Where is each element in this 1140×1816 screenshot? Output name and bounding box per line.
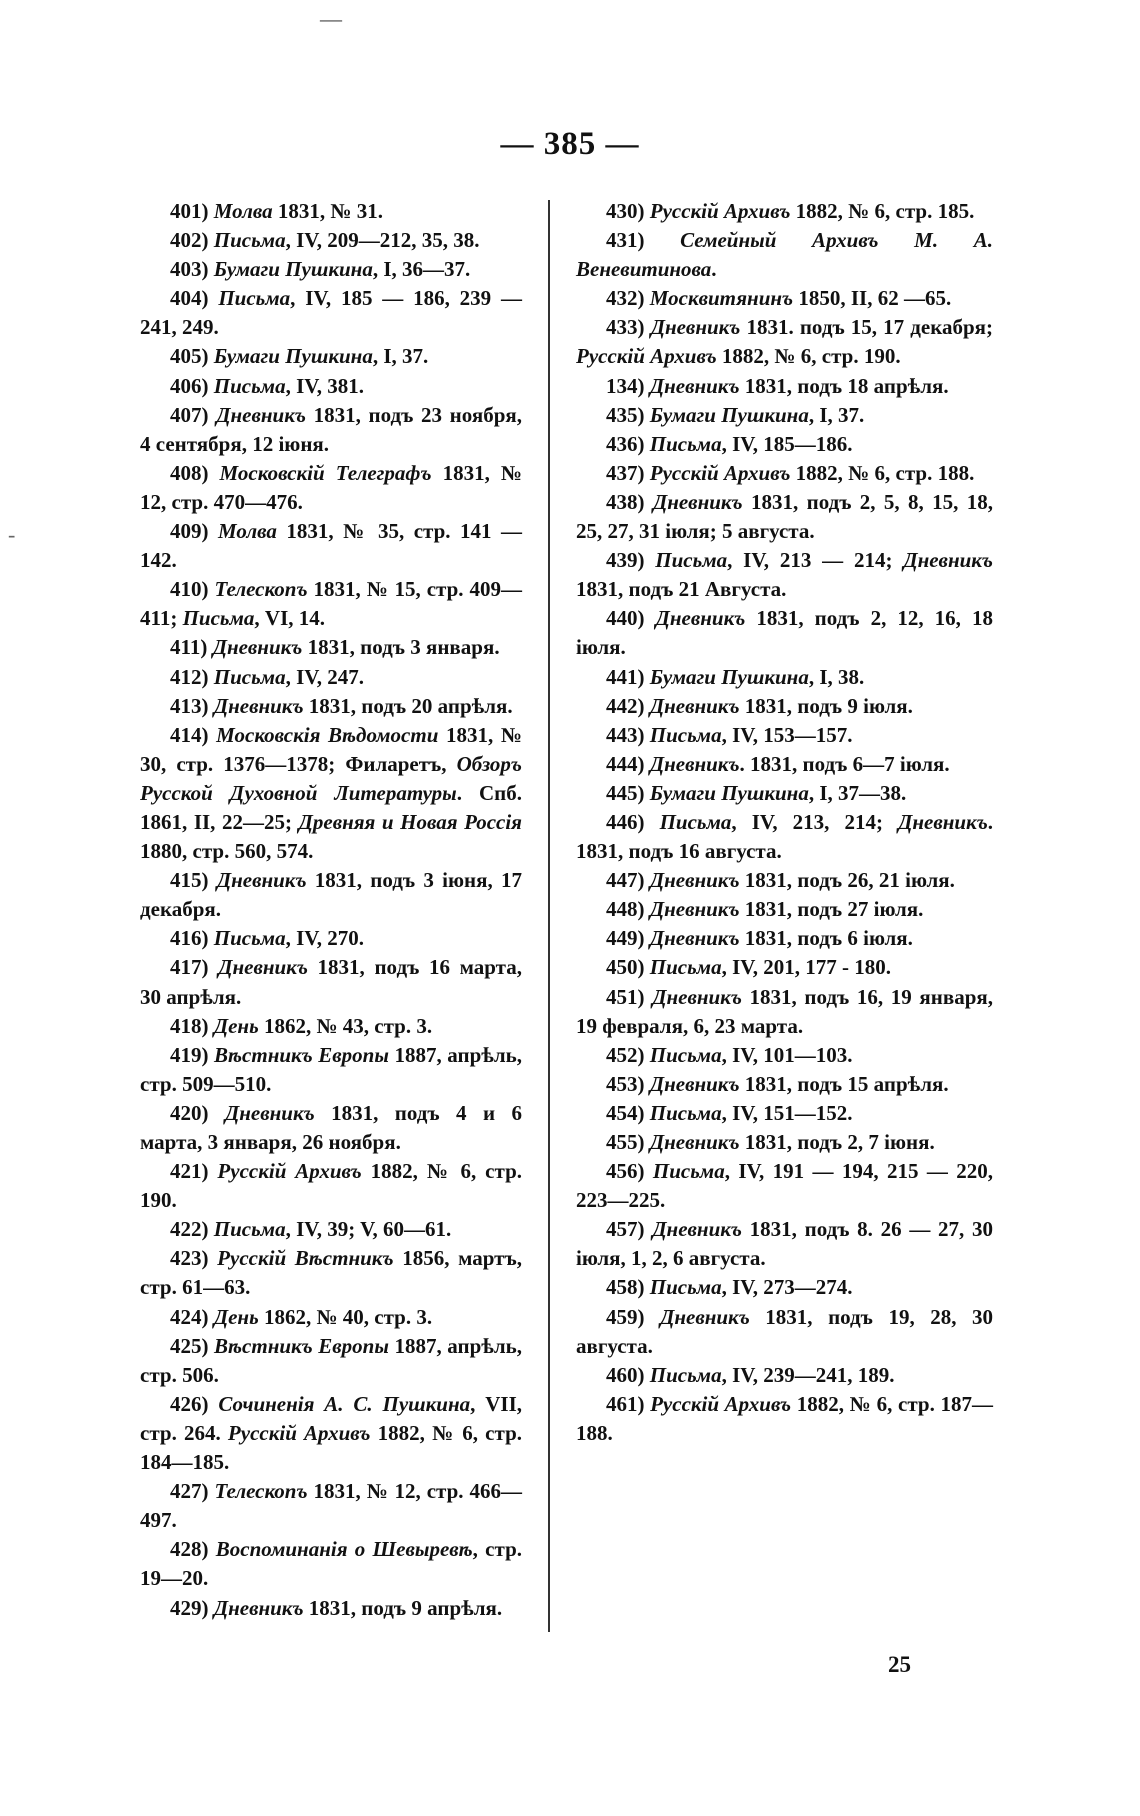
- footnote-text: 1831, № 35, стр. 141 —142.: [140, 519, 522, 573]
- footnote-entry: [576, 1273, 993, 1302]
- footnote-source-title: Письма: [652, 1159, 725, 1184]
- footnote-text: 420): [170, 1100, 225, 1125]
- footnote-source-title: Письма: [649, 431, 722, 456]
- footnote-text: 426): [170, 1391, 219, 1416]
- footnote-text: 445): [606, 780, 650, 805]
- footnote-entry: [140, 1332, 522, 1390]
- footnote-entry: [140, 1535, 522, 1593]
- footnote-source-title: Письма: [649, 955, 722, 980]
- footnote-source-title: Русскій Архивъ: [649, 199, 791, 223]
- footnote-entry: [576, 284, 993, 313]
- footnote-entry: [576, 430, 993, 459]
- footnote-entry: [576, 1128, 993, 1157]
- footnote-source-title: Московскія Вѣдомости: [216, 722, 439, 747]
- footnote-source-title: Дневникъ: [655, 606, 746, 631]
- footnote-text: 423): [170, 1246, 218, 1271]
- footnote-text: 1850, II, 62 —65.: [793, 286, 952, 311]
- footnote-entry: [140, 1303, 522, 1332]
- footnote-source-title: Московскій Телеграфъ: [219, 460, 432, 485]
- footnote-text: 1887, апрѣль, стр. 506.: [140, 1333, 522, 1387]
- footnote-text: 1831. подъ 15, 17 декабря;: [740, 315, 994, 340]
- footnote-text: 1831, подъ 20 апрѣля.: [303, 693, 513, 718]
- footnote-text: , IV, 151—152.: [721, 1100, 853, 1125]
- footnote-text: 443): [606, 722, 650, 747]
- footnote-text: 1831, подъ 9 апрѣля.: [303, 1595, 503, 1620]
- footnote-text: 424): [170, 1304, 214, 1329]
- footnote-text: 422): [170, 1217, 214, 1242]
- footnote-text: 439): [606, 548, 656, 573]
- footnote-text: 455): [606, 1130, 650, 1154]
- stray-dash-top: —: [320, 6, 342, 31]
- footnote-text: 431): [606, 228, 681, 253]
- footnote-text: 1831, подъ 9 іюля.: [739, 693, 913, 718]
- footnote-source-title: Бумаги Пушкина: [213, 344, 373, 369]
- footnote-entry: [576, 953, 993, 982]
- footnote-text: 419): [170, 1042, 215, 1067]
- footnote-source-title: Дневникъ: [218, 955, 308, 980]
- footnote-text: 1856, мартъ, стр. 61—63.: [140, 1246, 522, 1300]
- footnote-entry: [140, 255, 522, 284]
- footnote-text: 453): [606, 1071, 650, 1096]
- footnote-source-title: Обзоръ Русской Духовной Литературы: [140, 751, 522, 805]
- footnote-source-title: Дневникъ: [649, 868, 740, 893]
- footnote-source-title: Дневникъ: [649, 751, 740, 776]
- footnote-text: 1831, подъ 6 іюля.: [739, 926, 913, 951]
- footnote-text: 403): [170, 257, 214, 282]
- stray-dash-left: -: [8, 522, 16, 547]
- footnote-entry: [140, 1594, 522, 1623]
- footnote-text: 413): [170, 693, 214, 718]
- footnote-source-title: Бумаги Пушкина: [649, 402, 809, 427]
- footnote-text: 407): [170, 402, 217, 427]
- footnote-source-title: Письма: [213, 926, 286, 951]
- footnote-source-title: Письма: [213, 373, 286, 398]
- footnote-text: 1831, подъ 2, 7 іюня.: [739, 1130, 935, 1154]
- footnote-source-title: Письма: [213, 1217, 286, 1242]
- footnote-entry: [140, 459, 522, 517]
- footnote-text: 448): [606, 897, 650, 922]
- footnote-text: . 1831, подъ 6—7 іюля.: [739, 751, 950, 776]
- footnote-text: 1831, № 30, стр. 1376—1378; Филаретъ,: [140, 722, 522, 776]
- footnote-source-title: Русскій Архивъ: [650, 1391, 792, 1416]
- footnote-entry: [140, 401, 522, 459]
- footnote-entry: [576, 488, 993, 546]
- footnote-entry: [576, 1157, 993, 1215]
- footnote-entry: [140, 1477, 522, 1535]
- footnote-entry: [576, 750, 993, 779]
- footnote-text: 1831, № 31.: [272, 199, 383, 223]
- footnote-entry: [140, 372, 522, 401]
- footnote-source-title: Дневникъ: [660, 1304, 750, 1329]
- footnote-text: 412): [170, 664, 214, 689]
- footnote-text: 1831, подъ 16, 19 января, 19 февраля, 6, 23 марта.: [576, 984, 993, 1038]
- footnote-text: , IV, 185—186.: [721, 431, 853, 456]
- footnote-entry: [576, 721, 993, 750]
- footnote-text: , IV, 239—241, 189.: [721, 1362, 895, 1387]
- footnote-text: 433): [606, 315, 651, 340]
- footnote-entry: [140, 663, 522, 692]
- footnote-text: 1831, подъ 19, 28, 30 августа.: [576, 1304, 993, 1358]
- footnote-source-title: Дневникъ: [649, 1071, 740, 1096]
- page-number: — 385 —: [500, 126, 640, 162]
- footnote-entry: [576, 663, 993, 692]
- footnote-source-title: Дневникъ: [224, 1100, 315, 1125]
- footnote-text: 1831, подъ 27 іюля.: [739, 897, 924, 922]
- footnote-text: 458): [606, 1275, 650, 1300]
- footnote-text: 452): [606, 1042, 650, 1067]
- footnote-entry: [576, 313, 993, 371]
- footnote-text: 460): [606, 1362, 650, 1387]
- footnote-source-title: Дневникъ: [649, 897, 740, 922]
- footnote-entry: [140, 1390, 522, 1477]
- footnote-text: 1831, подъ 2, 5, 8, 15, 18, 25, 27, 31 іюля; 5 августа.: [576, 489, 993, 544]
- footnote-text: 451): [606, 984, 653, 1009]
- footnote-text: 416): [170, 926, 214, 951]
- footnote-text: 1831, подъ 3 іюня, 17 декабря.: [140, 868, 522, 922]
- footnote-text: 408): [170, 460, 220, 485]
- footnote-entry: [140, 692, 522, 721]
- footnote-source-title: Дневникъ: [213, 1595, 304, 1620]
- footnote-text: 1882, № 6, стр. 187—188.: [576, 1391, 993, 1445]
- footnote-source-title: Дневникъ: [898, 809, 988, 834]
- footnote-source-title: Дневникъ: [216, 868, 307, 893]
- footnote-source-title: Телескопъ: [214, 1479, 308, 1504]
- footnote-text: 1887, апрѣль, стр. 509—510.: [140, 1042, 522, 1096]
- footnote-source-title: Молва: [218, 519, 277, 544]
- footnote-entry: [576, 401, 993, 430]
- footnote-source-title: Бумаги Пушкина: [649, 780, 809, 805]
- footnote-source-title: Письма: [218, 286, 291, 311]
- footnote-entry: [140, 197, 522, 226]
- footnote-text: , I, 37.: [808, 402, 865, 427]
- footnote-text: 450): [606, 955, 650, 980]
- footnote-entry: [140, 953, 522, 1011]
- footnote-entry: [140, 284, 522, 342]
- footnote-entry: [140, 1099, 522, 1157]
- footnote-source-title: Письма: [182, 606, 255, 631]
- footnote-text: 1831, № 12, стр. 470—476.: [140, 460, 523, 514]
- footnote-text: 438): [606, 489, 653, 514]
- footnote-text: 1862, № 40, стр. 3.: [258, 1304, 433, 1329]
- footnote-text: 1831, подъ 3 января.: [302, 635, 500, 660]
- footnote-text: , IV, 209—212, 35, 38.: [285, 228, 480, 253]
- footnote-text: 446): [606, 809, 660, 834]
- footnote-text: 436): [606, 431, 650, 456]
- footnote-source-title: Дневникъ: [652, 984, 742, 1009]
- footnote-text: 1862, № 43, стр. 3.: [258, 1013, 433, 1038]
- footnote-source-title: Дневникъ: [652, 1217, 742, 1242]
- footnote-entry: [140, 633, 522, 662]
- footnote-entry: [140, 1041, 522, 1099]
- footnote-text: , I, 37.: [372, 344, 429, 369]
- footnote-text: , IV, 191 — 194, 215 — 220, 223—225.: [576, 1159, 993, 1213]
- footnote-entry: [576, 372, 993, 401]
- footnote-text: 1831, подъ 2, 12, 16, 18 іюля.: [576, 606, 993, 660]
- footnote-text: 421): [170, 1159, 218, 1184]
- footnote-text: 437): [606, 460, 650, 485]
- footnote-text: , I, 36—37.: [372, 257, 471, 282]
- footnote-text: 1831, подъ 8. 26 — 27, 30 іюля, 1, 2, 6 августа.: [576, 1217, 993, 1271]
- footnote-source-title: Дневникъ: [652, 489, 743, 514]
- footnote-text: 411): [170, 635, 213, 660]
- footnote-source-title: Сочиненія А. С. Пушкина: [218, 1391, 471, 1416]
- footnote-text: , IV, 101—103.: [721, 1042, 853, 1067]
- left-column-notes: [140, 197, 522, 1623]
- footnote-source-title: Письма: [649, 722, 722, 747]
- footnote-source-title: Вѣстникъ Европы: [214, 1333, 389, 1358]
- footnote-entry: [576, 895, 993, 924]
- footnote-text: 459): [606, 1304, 661, 1329]
- footnote-text: 417): [170, 955, 219, 980]
- footnote-entry: [576, 1361, 993, 1390]
- footnote-entry: [140, 575, 522, 633]
- footnote-text: , IV, 153—157.: [721, 722, 853, 747]
- footnote-text: , IV, 247.: [285, 664, 364, 689]
- footnote-text: 1831, подъ 15 апрѣля.: [739, 1071, 949, 1096]
- footnote-entry: [576, 808, 993, 866]
- footnote-entry: [140, 1012, 522, 1041]
- footnote-text: 409): [170, 519, 218, 544]
- footnote-source-title: Дневникъ: [212, 635, 303, 660]
- footnote-text: , IV, 273—274.: [721, 1275, 853, 1300]
- footnote-source-title: Москвитянинъ: [649, 286, 794, 311]
- footnote-source-title: Русскій Архивъ: [576, 344, 717, 369]
- footnote-source-title: Письма: [649, 1100, 722, 1125]
- footnote-text: 456): [606, 1159, 653, 1184]
- footnote-text: 410): [170, 577, 215, 602]
- footnote-text: . 1831, подъ 16 августа.: [576, 809, 994, 864]
- footnote-source-title: Дневникъ: [216, 402, 306, 427]
- footnote-source-title: Письма: [649, 1042, 722, 1067]
- footnote-entry: [576, 983, 993, 1041]
- footnote-source-title: Дневникъ: [213, 693, 304, 718]
- footnote-entry: [576, 1303, 993, 1361]
- footnote-entry: [140, 517, 522, 575]
- footnote-source-title: Письма: [655, 548, 728, 573]
- footnote-entry: [576, 1099, 993, 1128]
- footnote-text: 1882, № 6, стр. 190.: [716, 344, 901, 369]
- footnote-text: 429): [170, 1595, 214, 1620]
- footnote-entry: [576, 924, 993, 953]
- footnote-entry: [576, 546, 993, 604]
- footnote-source-title: День: [213, 1013, 259, 1038]
- footnote-text: 430): [606, 199, 650, 223]
- footnote-source-title: Телескопъ: [214, 577, 308, 602]
- footnote-source-title: Дневникъ: [649, 1130, 740, 1154]
- footnote-source-title: Молва: [213, 199, 273, 223]
- footnote-text: 1882, № 6, стр. 188.: [790, 460, 975, 485]
- footnote-text: 435): [606, 402, 650, 427]
- footnote-source-title: Дневникъ: [649, 373, 740, 398]
- footnote-text: 1882, № 6, стр. 190.: [140, 1159, 522, 1213]
- footnote-text: 1831, подъ 16 марта, 30 апрѣля.: [140, 955, 522, 1009]
- footnote-text: 406): [170, 373, 214, 398]
- footnote-source-title: Бумаги Пушкина: [213, 257, 373, 282]
- footnote-entry: [140, 1215, 522, 1244]
- footnote-entry: [576, 1041, 993, 1070]
- footnote-source-title: Дневникъ: [903, 548, 993, 573]
- footnote-text: 401): [170, 199, 214, 223]
- footnote-text: 457): [606, 1217, 653, 1242]
- column-divider: [548, 200, 550, 1632]
- footnote-source-title: Семейный Архивъ М. А. Веневитинова: [576, 228, 993, 282]
- footnote-source-title: Древняя и Новая Россія: [298, 809, 522, 834]
- footnote-text: , I, 38.: [808, 664, 865, 689]
- footnote-text: 134): [606, 373, 650, 398]
- footnote-entry: [140, 721, 522, 866]
- footnote-entry: [140, 1244, 522, 1302]
- footnote-text: 440): [606, 606, 656, 631]
- footnote-text: 427): [170, 1479, 215, 1504]
- footnote-source-title: Бумаги Пушкина: [649, 664, 809, 689]
- footnote-entry: [576, 692, 993, 721]
- footnote-source-title: Воспоминанія о Шевыревѣ: [215, 1537, 473, 1562]
- footnote-text: 444): [606, 751, 650, 776]
- footnote-text: 425): [170, 1333, 215, 1358]
- footnote-text: 1831, подъ 26, 21 іюля.: [739, 868, 955, 893]
- footnote-text: 418): [170, 1013, 214, 1038]
- footnote-text: 449): [606, 926, 650, 951]
- footnote-source-title: Русскій Архивъ: [227, 1420, 371, 1445]
- footnote-source-title: Письма: [649, 1275, 722, 1300]
- footnote-text: , VII, стр. 264.: [140, 1391, 522, 1445]
- footnote-entry: [576, 226, 993, 284]
- footnote-text: , IV, 213 — 214;: [727, 548, 904, 573]
- footnote-text: 1831, подъ 18 апрѣля.: [739, 373, 949, 398]
- footnote-text: 1880, стр. 560, 574.: [140, 839, 314, 864]
- footnote-entry: [576, 779, 993, 808]
- footnote-entry: [140, 226, 522, 255]
- signature-mark: 25: [888, 1652, 911, 1677]
- footnote-text: 404): [170, 286, 219, 311]
- footnote-entry: [576, 1215, 993, 1273]
- footnote-text: 415): [170, 868, 217, 893]
- footnote-text: 1831, подъ 21 Августа.: [576, 577, 787, 602]
- footnote-text: , IV, 201, 177 - 180.: [721, 955, 891, 980]
- footnote-text: .: [711, 257, 717, 282]
- footnote-source-title: Письма: [659, 809, 732, 834]
- footnote-text: , IV, 381.: [285, 373, 364, 398]
- footnote-entry: [576, 866, 993, 895]
- footnote-source-title: Дневникъ: [650, 315, 741, 340]
- footnote-source-title: Письма: [213, 664, 286, 689]
- footnote-source-title: Дневникъ: [649, 926, 740, 951]
- footnote-text: 428): [170, 1537, 216, 1562]
- footnote-text: 1831, подъ 4 и 6 марта, 3 января, 26 ноября.: [140, 1100, 522, 1154]
- footnote-text: , I, 37—38.: [808, 780, 907, 805]
- footnote-text: 1831, № 12, стр. 466—497.: [140, 1479, 522, 1533]
- footnote-source-title: Письма: [649, 1362, 722, 1387]
- footnote-entry: [576, 459, 993, 488]
- footnote-text: 454): [606, 1100, 650, 1125]
- footnote-text: 1831, подъ 23 ноября, 4 сентября, 12 іюня.: [140, 402, 522, 456]
- footnote-entry: [576, 1390, 993, 1448]
- footnote-entry: [140, 342, 522, 371]
- footnote-text: 1882, № 6, стр. 185.: [790, 199, 975, 223]
- footnote-text: 402): [170, 228, 214, 253]
- footnote-text: , IV, 270.: [285, 926, 364, 951]
- footnote-entry: [576, 604, 993, 662]
- footnote-text: , стр. 19—20.: [140, 1537, 523, 1591]
- footnote-text: 461): [606, 1391, 651, 1416]
- footnote-text: . Спб. 1861, II, 22—25;: [140, 780, 522, 834]
- right-column-notes: [576, 197, 993, 1448]
- footnote-text: , VI, 14.: [254, 606, 326, 631]
- footnote-source-title: Русскій Архивъ: [217, 1159, 362, 1184]
- footnote-text: 405): [170, 344, 214, 369]
- footnote-text: 442): [606, 693, 650, 718]
- footnote-entry: [140, 1157, 522, 1215]
- footnote-text: 441): [606, 664, 650, 689]
- footnote-entry: [140, 924, 522, 953]
- footnote-text: 1831, № 15, стр. 409—411;: [140, 577, 522, 631]
- footnote-entry: [140, 866, 522, 924]
- footnote-text: 1882, № 6, стр. 184—185.: [140, 1420, 522, 1475]
- footnote-text: , IV, 185 — 186, 239 — 241, 249.: [140, 286, 522, 340]
- footnote-source-title: Дневникъ: [649, 693, 740, 718]
- footnote-text: 447): [606, 868, 650, 893]
- footnote-text: , IV, 213, 214;: [731, 809, 898, 834]
- footnote-source-title: Письма: [213, 228, 286, 253]
- footnote-text: 414): [170, 722, 217, 747]
- footnote-source-title: Вѣстникъ Европы: [214, 1042, 389, 1067]
- footnote-text: , IV, 39; V, 60—61.: [285, 1217, 452, 1242]
- footnote-source-title: День: [213, 1304, 259, 1329]
- footnote-source-title: Русскій Вѣстникъ: [217, 1246, 394, 1271]
- footnote-entry: [576, 1070, 993, 1099]
- footnote-text: 432): [606, 286, 650, 311]
- footnote-entry: [576, 197, 993, 226]
- footnote-source-title: Русскій Архивъ: [649, 460, 791, 485]
